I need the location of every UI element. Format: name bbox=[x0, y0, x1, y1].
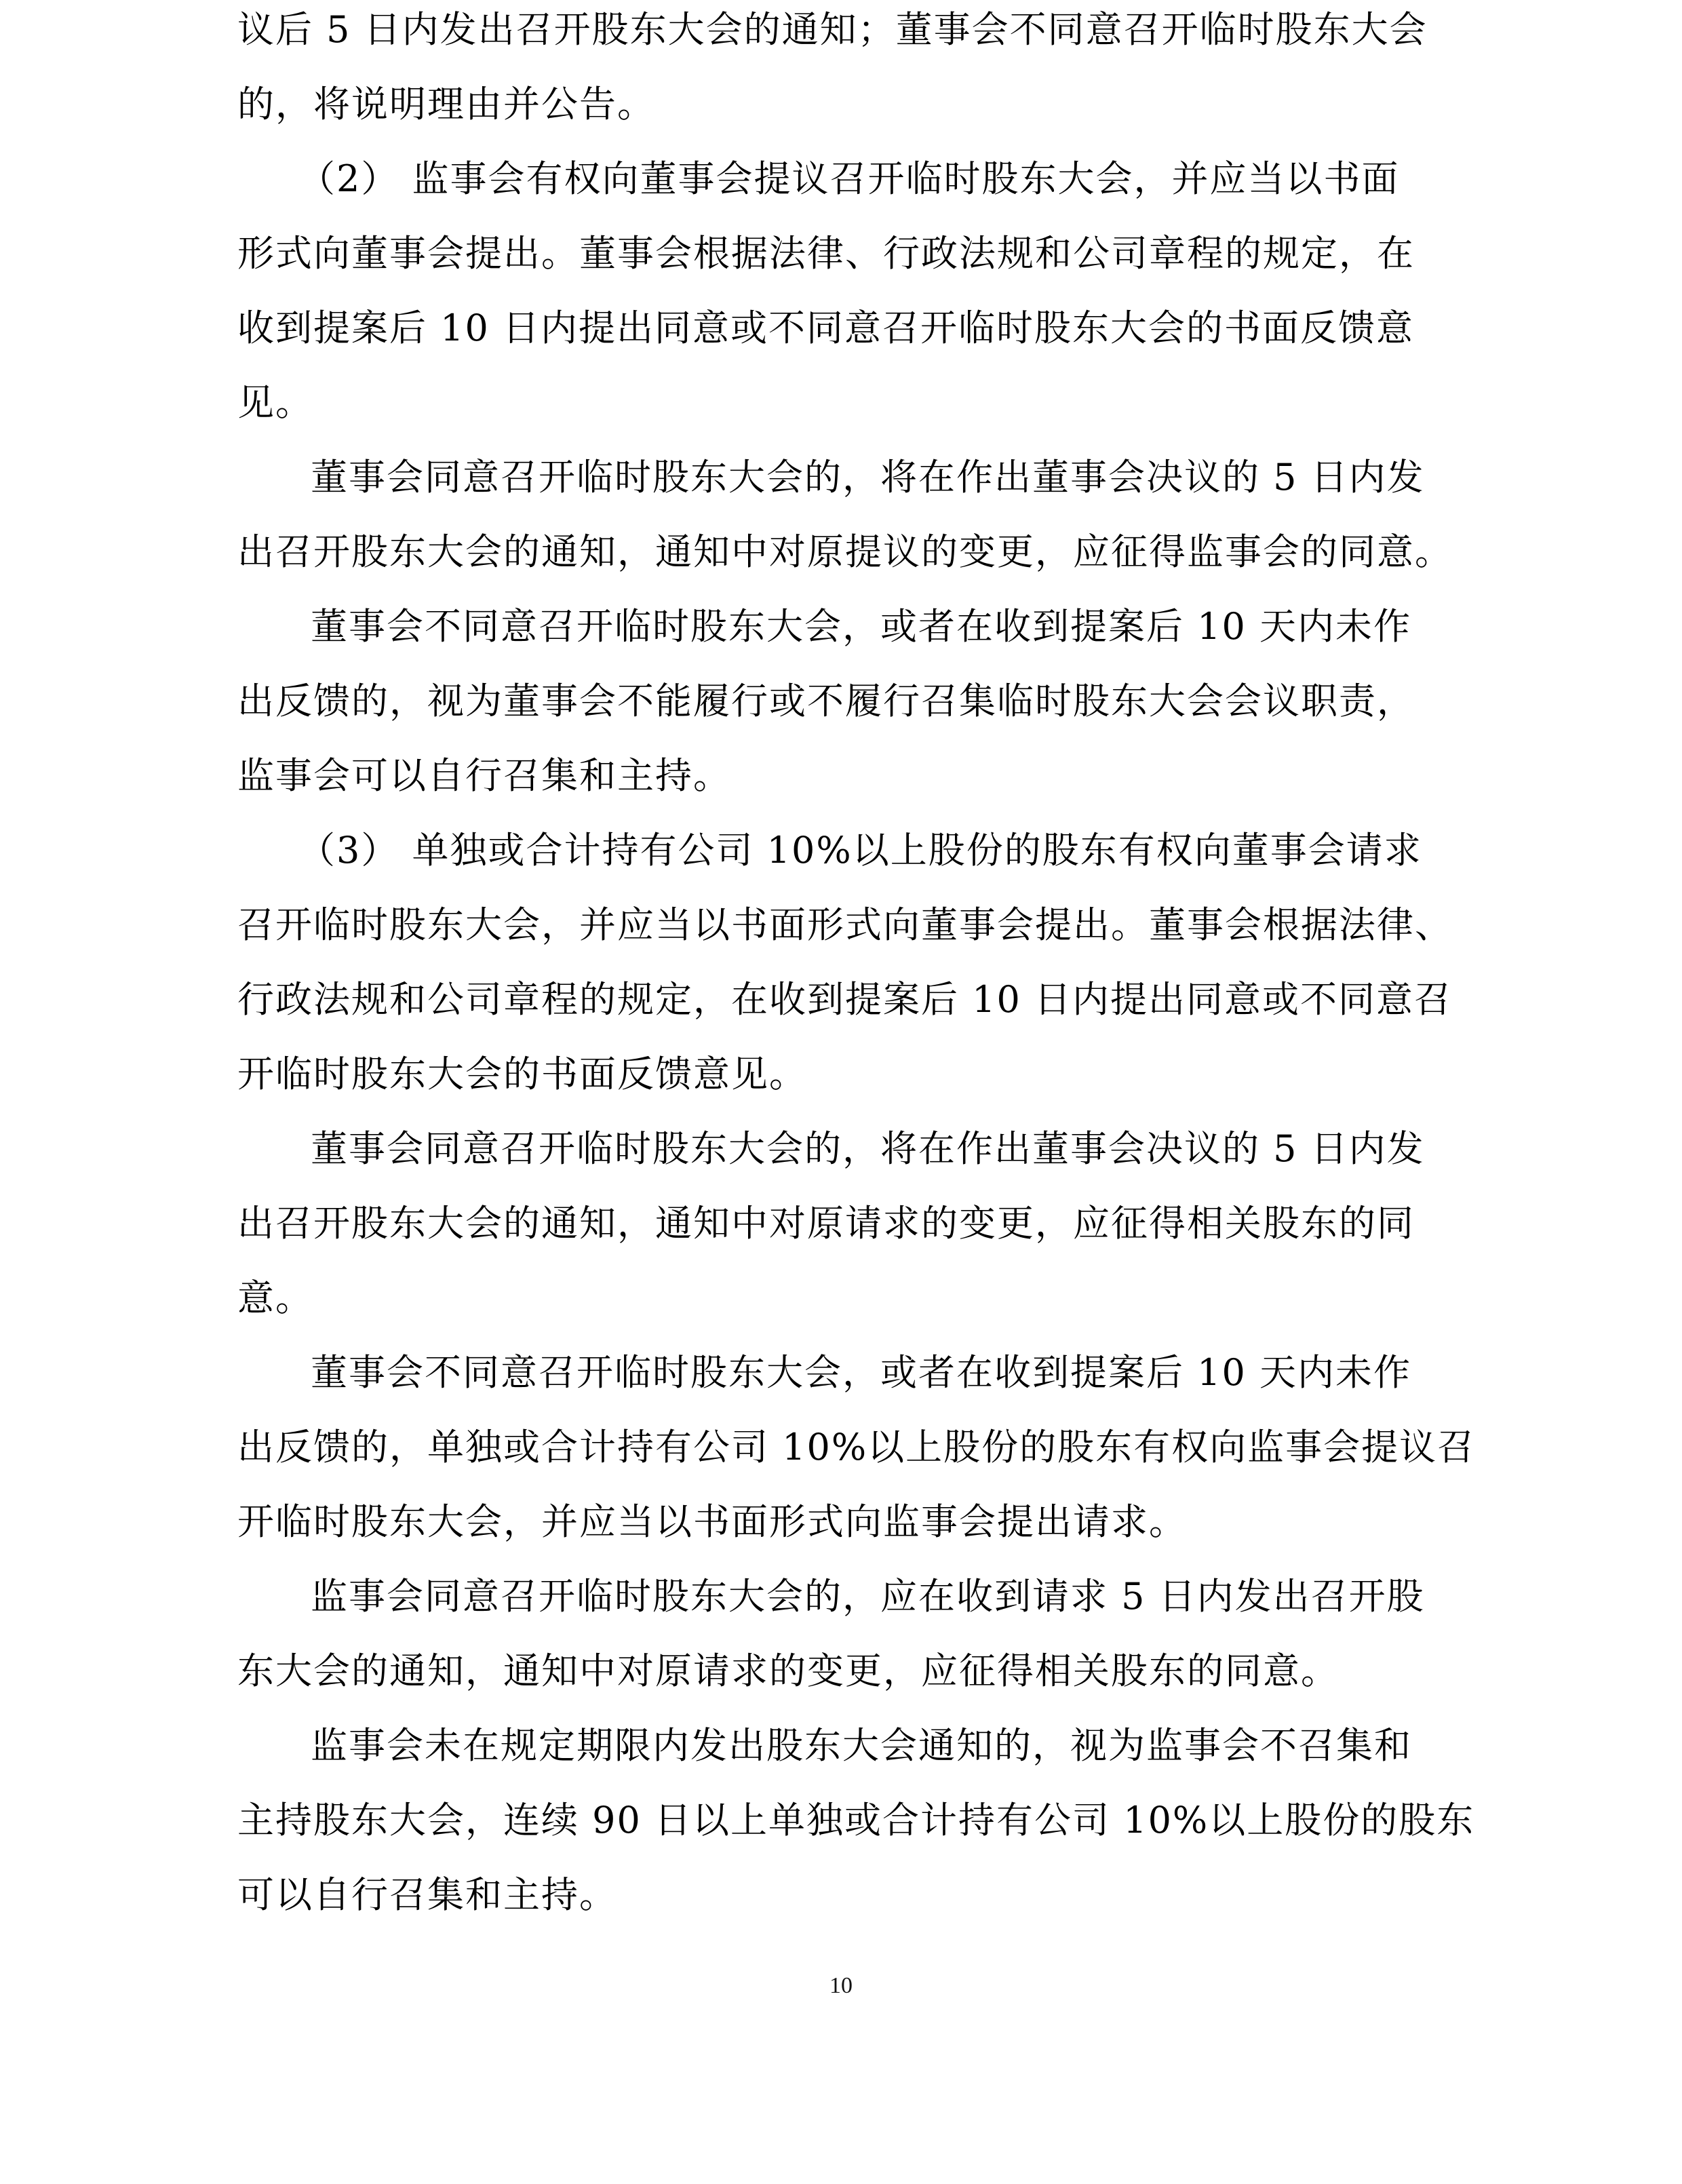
text-line: 开临时股东大会，并应当以书面形式向监事会提出请求。 bbox=[237, 1500, 1187, 1543]
text-line: 出召开股东大会的通知，通知中对原提议的变更，应征得监事会的同意。 bbox=[237, 530, 1453, 573]
text-line: 见。 bbox=[237, 381, 313, 424]
text-line: 出反馈的，单独或合计持有公司 10%以上股份的股东有权向监事会提议召 bbox=[237, 1426, 1476, 1468]
text-line: 收到提案后 10 日内提出同意或不同意召开临时股东大会的书面反馈意 bbox=[237, 307, 1415, 349]
text-line: 董事会同意召开临时股东大会的，将在作出董事会决议的 5 日内发 bbox=[311, 456, 1425, 499]
text-line: 行政法规和公司章程的规定，在收到提案后 10 日内提出同意或不同意召 bbox=[237, 978, 1453, 1021]
text-line: 主持股东大会，连续 90 日以上单独或合计持有公司 10%以上股份的股东 bbox=[237, 1799, 1475, 1841]
text-line: 出反馈的，视为董事会不能履行或不履行召集临时股东大会会议职责， bbox=[237, 680, 1415, 722]
text-line: 召开临时股东大会，并应当以书面形式向董事会提出。董事会根据法律、 bbox=[237, 903, 1453, 946]
text-line: 议后 5 日内发出召开股东大会的通知；董事会不同意召开临时股东大会 bbox=[237, 8, 1428, 51]
text-line: 董事会不同意召开临时股东大会，或者在收到提案后 10 天内未作 bbox=[311, 1351, 1412, 1394]
text-line: 监事会未在规定期限内发出股东大会通知的，视为监事会不召集和 bbox=[311, 1724, 1412, 1767]
page-number: 10 bbox=[829, 1973, 853, 1998]
text-line: （3） 单独或合计持有公司 10%以上股份的股东有权向董事会请求 bbox=[298, 829, 1422, 872]
text-line: 东大会的通知，通知中对原请求的变更，应征得相关股东的同意。 bbox=[237, 1650, 1339, 1692]
text-line: 董事会不同意召开临时股东大会，或者在收到提案后 10 天内未作 bbox=[311, 605, 1412, 648]
text-line: 的，将说明理由并公告。 bbox=[237, 83, 655, 125]
text-line: 监事会可以自行召集和主持。 bbox=[237, 754, 731, 797]
text-line: 出召开股东大会的通知，通知中对原请求的变更，应征得相关股东的同 bbox=[237, 1202, 1415, 1245]
text-line: 监事会同意召开临时股东大会的，应在收到请求 5 日内发出召开股 bbox=[311, 1575, 1425, 1618]
text-line: 董事会同意召开临时股东大会的，将在作出董事会决议的 5 日内发 bbox=[311, 1127, 1425, 1170]
text-line: 形式向董事会提出。董事会根据法律、行政法规和公司章程的规定，在 bbox=[237, 232, 1415, 275]
text-line: 意。 bbox=[237, 1276, 313, 1319]
text-line: 开临时股东大会的书面反馈意见。 bbox=[237, 1053, 807, 1095]
text-line: 可以自行召集和主持。 bbox=[237, 1873, 617, 1916]
text-line: （2） 监事会有权向董事会提议召开临时股东大会，并应当以书面 bbox=[298, 157, 1400, 200]
